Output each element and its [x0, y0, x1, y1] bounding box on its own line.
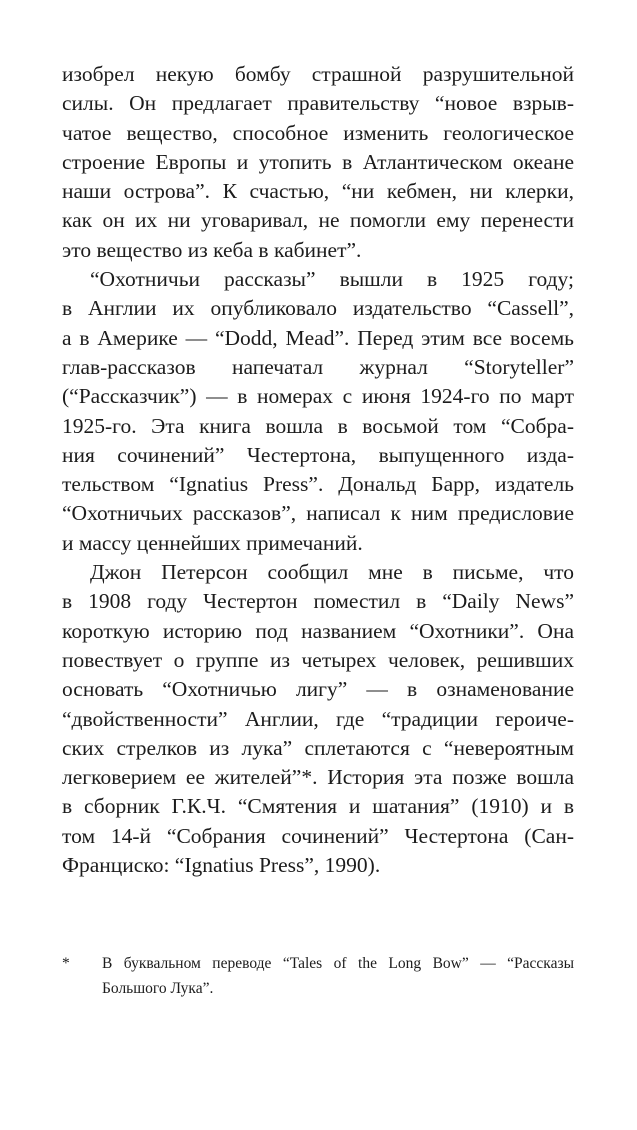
text-line: ских стрелков из лука” сплетаются с “невероятным: [62, 735, 574, 760]
text-line: в 1908 году Честертон поместил в “Daily News”: [62, 589, 574, 614]
text-line: в Англии их опубликовало издательство “Cassell”,: [62, 296, 574, 321]
paragraph-3: [62, 558, 574, 880]
text-line: повествует о группе из четырех человек, решивших: [62, 647, 574, 672]
footnote-mark: *: [62, 955, 70, 972]
text-line: “двойственности” Англии, где “традиции героиче-: [62, 706, 574, 731]
text-line: чатое вещество, способное изменить геологическое: [62, 120, 574, 145]
text-line: Джон Петерсон сообщил мне в письме, что: [90, 560, 574, 585]
text-line: и массу ценнейших примечаний.: [62, 530, 363, 555]
text-line: тельством “Ignatius Press”. Дональд Барр, издатель: [62, 472, 574, 497]
text-line: Франциско: “Ignatius Press”, 1990).: [62, 853, 381, 878]
text-line: глав-рассказов напечатал журнал “Storyteller”: [62, 354, 574, 379]
text-line: (“Рассказчик”) — в номерах с июня 1924-го по март: [62, 384, 574, 409]
footnote: [62, 951, 574, 1001]
footnote-line: В буквальном переводе “Tales of the Long Bow” — “Рассказы: [102, 955, 574, 972]
text-line: “Охотничьих рассказов”, написал к ним предисловие: [62, 501, 574, 526]
text-line: как он их ни уговаривал, не помогли ему перенести: [62, 208, 574, 233]
text-line: “Охотничьи рассказы” вышли в 1925 году;: [90, 267, 574, 292]
footnote-text: [102, 951, 574, 1001]
text-line: легковерием ее жителей”*. История эта позже вошла: [62, 765, 574, 790]
text-line: наши острова”. К счастью, “ни кебмен, ни клерки,: [62, 179, 574, 204]
main-text: [62, 60, 574, 880]
text-line: а в Америке — “Dodd, Mead”. Перед этим все восемь: [62, 325, 574, 350]
footnote-line: Большого Лука”.: [102, 980, 214, 997]
text-line: строение Европы и утопить в Атлантическом океане: [62, 149, 574, 174]
text-line: в сборник Г.К.Ч. “Смятения и шатания” (1910) и в: [62, 794, 574, 819]
text-line: короткую историю под названием “Охотники”. Она: [62, 618, 574, 643]
text-line: основать “Охотничью лигу” — в ознаменование: [62, 677, 574, 702]
text-line: силы. Он предлагает правительству “новое взрыв-: [62, 91, 574, 116]
text-line: ния сочинений” Честертона, выпущенного изда-: [62, 442, 574, 467]
paragraph-1: [62, 60, 574, 265]
text-line: 1925-го. Эта книга вошла в восьмой том “Собра-: [62, 413, 574, 438]
text-line: это вещество из кеба в кабинет”.: [62, 237, 362, 262]
text-line: изобрел некую бомбу страшной разрушительной: [62, 62, 574, 86]
paragraph-2: [62, 265, 574, 558]
text-line: том 14-й “Собрания сочинений” Честертона (Сан-: [62, 823, 574, 848]
